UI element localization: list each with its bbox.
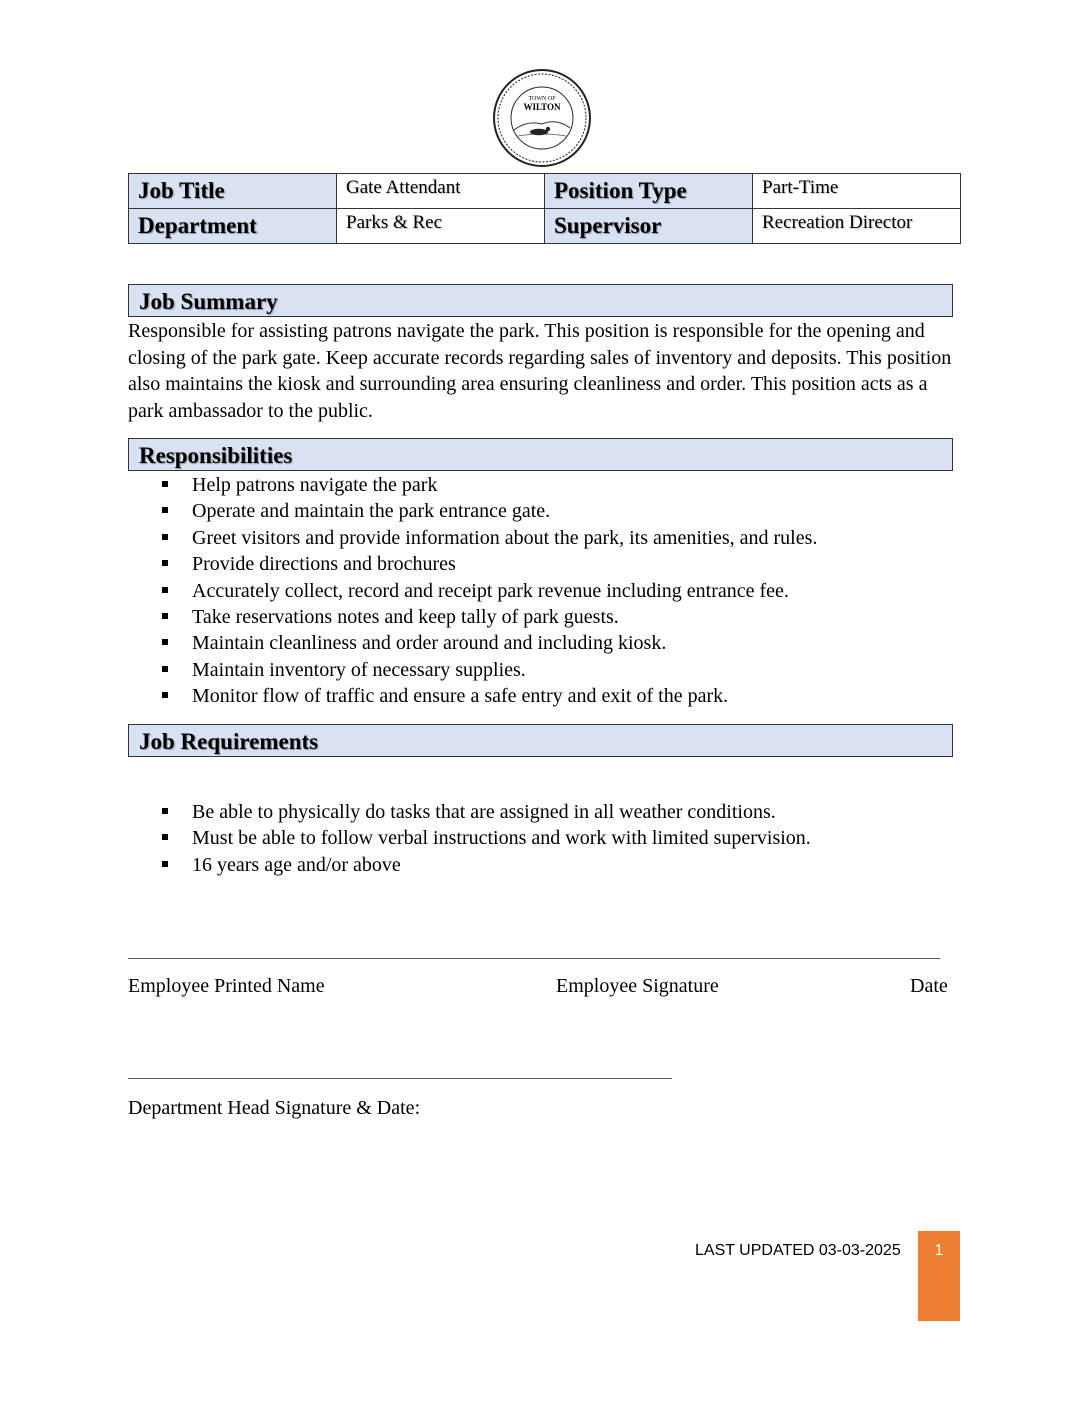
supervisor-value: Recreation Director bbox=[753, 209, 961, 244]
supervisor-label: Supervisor bbox=[545, 209, 753, 244]
town-seal-logo bbox=[492, 68, 592, 168]
job-summary-heading: Job Summary bbox=[128, 284, 953, 317]
job-requirements-heading: Job Requirements bbox=[128, 724, 953, 757]
job-info-table bbox=[128, 173, 961, 244]
list-item: Be able to physically do tasks that are assigned in all weather conditions. bbox=[160, 799, 811, 825]
list-item: Help patrons navigate the park bbox=[160, 472, 817, 498]
list-item: Maintain inventory of necessary supplies. bbox=[160, 657, 817, 683]
list-item: Take reservations notes and keep tally of park guests. bbox=[160, 604, 817, 630]
list-item: Monitor flow of traffic and ensure a safe entry and exit of the park. bbox=[160, 683, 817, 709]
department-value: Parks & Rec bbox=[337, 209, 545, 244]
date-label: Date bbox=[910, 975, 948, 997]
requirements-list bbox=[160, 799, 811, 878]
list-item: 16 years age and/or above bbox=[160, 852, 811, 878]
seal-top-text: TOWN OF bbox=[528, 96, 556, 102]
department-head-signature-line[interactable] bbox=[128, 1078, 672, 1079]
employee-signature-line[interactable] bbox=[128, 958, 940, 959]
seal-center-text: WILTON bbox=[523, 102, 561, 112]
page-number: 1 bbox=[918, 1231, 960, 1321]
list-item: Greet visitors and provide information about the park, its amenities, and rules. bbox=[160, 525, 817, 551]
job-title-label: Job Title bbox=[129, 174, 337, 209]
position-type-label: Position Type bbox=[545, 174, 753, 209]
list-item: Maintain cleanliness and order around and including kiosk. bbox=[160, 630, 817, 656]
list-item: Operate and maintain the park entrance gate. bbox=[160, 498, 817, 524]
list-item: Must be able to follow verbal instructions and work with limited supervision. bbox=[160, 825, 811, 851]
responsibilities-heading: Responsibilities bbox=[128, 438, 953, 471]
employee-signature-label: Employee Signature bbox=[556, 975, 719, 997]
job-title-value: Gate Attendant bbox=[337, 174, 545, 209]
department-head-label: Department Head Signature & Date: bbox=[128, 1097, 421, 1119]
responsibilities-list bbox=[160, 472, 817, 710]
department-label: Department bbox=[129, 209, 337, 244]
list-item: Accurately collect, record and receipt park revenue including entrance fee. bbox=[160, 578, 817, 604]
job-summary-text: Responsible for assisting patrons navigate the park. This position is responsible for the opening and closing of the park gate. Keep accurate records regarding sales of inventory and deposits. This position also maintains the kiosk and surrounding area ensuring cleanliness and order. This position acts as a park ambassador to the public. bbox=[128, 320, 952, 422]
last-updated-text: LAST UPDATED 03-03-2025 bbox=[695, 1242, 901, 1259]
position-type-value: Part-Time bbox=[753, 174, 961, 209]
employee-printed-name-label: Employee Printed Name bbox=[128, 975, 325, 997]
list-item: Provide directions and brochures bbox=[160, 551, 817, 577]
